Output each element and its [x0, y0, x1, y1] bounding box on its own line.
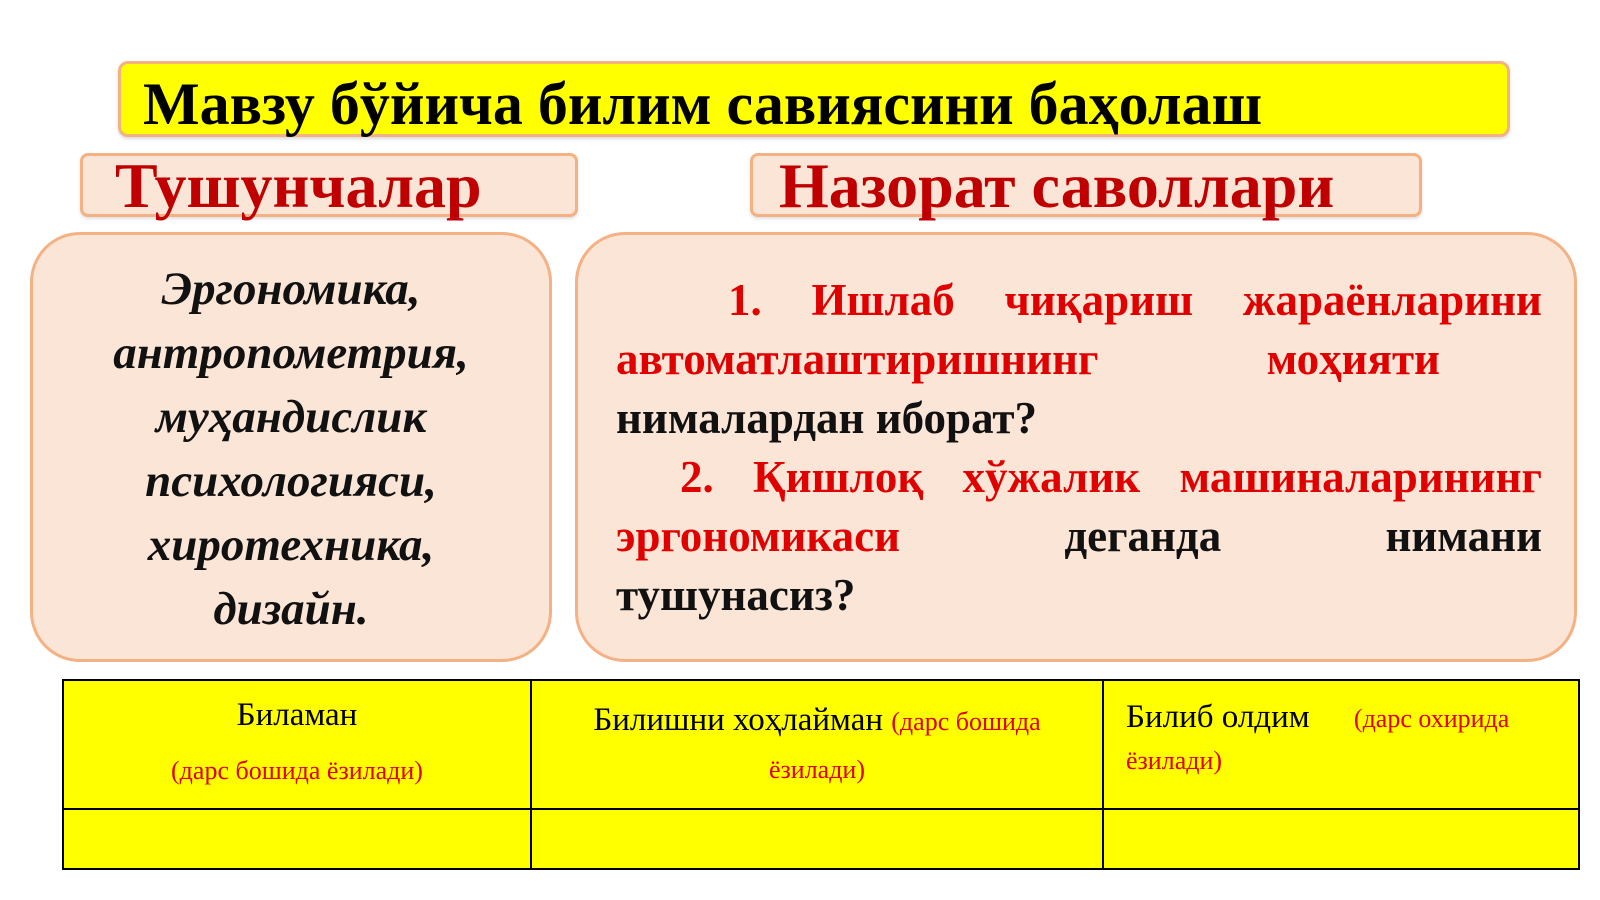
- question-text: тушунасиз?: [616, 570, 856, 620]
- questions-list: [616, 271, 1542, 625]
- question-2-line-2: [616, 507, 1542, 566]
- title-box: [118, 61, 1510, 137]
- table-cell[interactable]: [531, 809, 1103, 869]
- column-note: (дарс охирида ёзилади): [1126, 704, 1510, 775]
- question-word: Ишлаб: [811, 275, 955, 325]
- questions-label-box: [750, 150, 1422, 221]
- question-word: автоматлаштиришнинг: [616, 334, 1099, 384]
- concepts-label: Тушунчалар: [115, 150, 482, 221]
- question-word: хўжалик: [962, 452, 1141, 502]
- question-word: жараёнларини: [1242, 275, 1542, 325]
- question-1-line-2: [616, 330, 1542, 389]
- question-1-line-3: [616, 389, 1542, 448]
- concepts-list: [33, 257, 549, 641]
- page-title: Мавзу бўйича билим савиясини баҳолаш: [143, 71, 1263, 137]
- questions-panel: [575, 232, 1577, 662]
- column-header-learned: Билиб олдим: [1126, 699, 1310, 735]
- question-word: эргономикаси: [616, 511, 901, 561]
- concepts-panel: [30, 232, 552, 662]
- concept-line: Эргономика,: [161, 263, 421, 315]
- question-2-number: 2.: [680, 452, 714, 502]
- column-header-know: Биламан: [236, 697, 358, 733]
- question-word: Қишлоқ: [753, 452, 924, 502]
- concept-line: дизайн.: [213, 583, 369, 635]
- table-row: [63, 809, 1579, 869]
- question-word: чиқариш: [1004, 275, 1194, 325]
- table-header-cell: [1103, 680, 1579, 809]
- concept-line: муҳандислик: [155, 391, 427, 443]
- column-header-want: Билишни хоҳлайман: [593, 702, 884, 738]
- question-word: машиналарининг: [1179, 452, 1542, 502]
- table-cell[interactable]: [1103, 809, 1579, 869]
- column-note: (дарс бошида ёзилади): [768, 707, 1041, 784]
- table-cell[interactable]: [63, 809, 531, 869]
- question-word: нимани: [1385, 511, 1542, 561]
- column-note: (дарс бошида ёзилади): [171, 756, 423, 785]
- concept-line: антропометрия,: [113, 327, 469, 379]
- question-text: нималардан иборат?: [616, 393, 1038, 443]
- table-header-cell: [63, 680, 531, 809]
- question-word: деганда: [1064, 511, 1222, 561]
- question-2-line-1: [616, 448, 1542, 507]
- questions-label: Назорат саволлари: [779, 150, 1335, 221]
- concept-line: психологияси,: [145, 455, 437, 507]
- kwl-table: [62, 679, 1580, 870]
- question-2-line-3: [616, 566, 1542, 625]
- question-1-line-1: [616, 271, 1542, 330]
- question-1-number: 1.: [728, 275, 762, 325]
- question-word: моҳияти: [1266, 334, 1440, 384]
- concepts-label-box: [80, 150, 578, 221]
- table-header-cell: [531, 680, 1103, 809]
- table-header-row: [63, 680, 1579, 809]
- concept-line: хиротехника,: [147, 519, 435, 571]
